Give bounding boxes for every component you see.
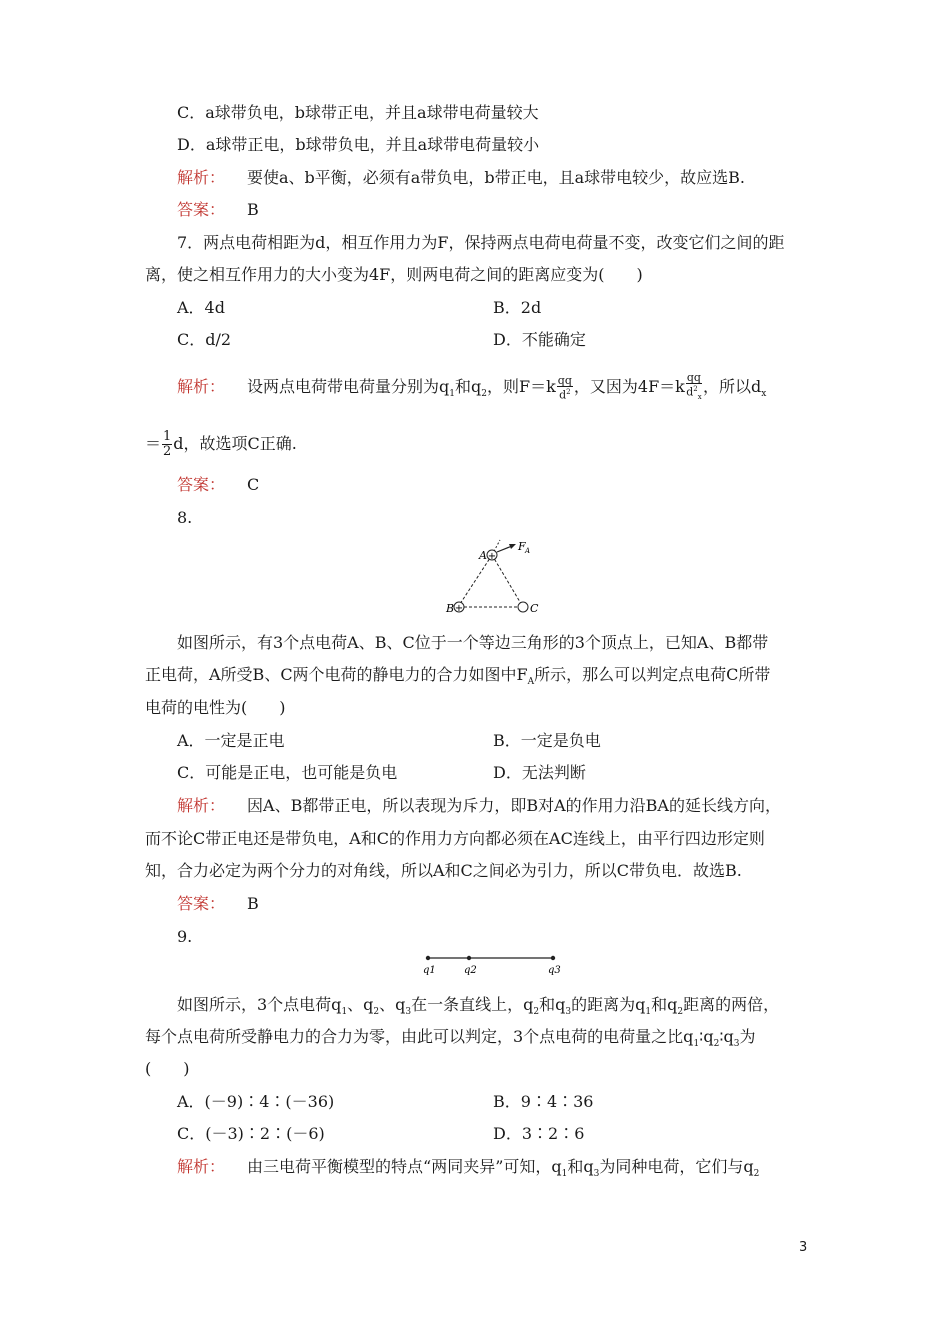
page-number: 3 (799, 1240, 808, 1255)
analysis-label: 解析： (177, 168, 226, 187)
q8-stem-line2: 正电荷，A所受B、C两个电荷的静电力的合力如图中$F_A$所示，那么可以判定点电荷C所带 (145, 665, 771, 687)
q6-answer: 答案： B (177, 200, 259, 219)
charge-q1-dot (426, 956, 430, 960)
label-f-sub: A (525, 547, 531, 555)
answer-label: 答案： (177, 894, 226, 913)
q8-number: 8. (177, 508, 193, 527)
answer-label: 答案： (177, 200, 226, 219)
analysis-label: 解析： (177, 1157, 226, 1176)
q8-option-b: B．一定是负电 (493, 731, 601, 750)
coulomb-fraction-new: $\frac{qq}{d^2_x}$ (686, 371, 702, 401)
q8-option-a: A．一定是正电 (177, 731, 285, 750)
charge-q3-dot (551, 956, 555, 960)
q7-stem-line1: 7．两点电荷相距为d，相互作用力为F，保持两点电荷电荷量不变，改变它们之间的距 (177, 233, 785, 252)
label-q2: q2 (464, 965, 477, 976)
q6-option-d: D．a球带正电，b球带负电，并且a球带电荷量较小 (177, 135, 540, 154)
analysis-label: 解析： (177, 376, 226, 396)
q9-stem-line2: 每个点电荷所受静电力的合力为零，由此可以判定，3个点电荷的电荷量之比$q_1∶q_2∶q_3$为 (145, 1027, 756, 1049)
q7-option-c: C．d/2 (177, 330, 232, 349)
label-b: B (446, 602, 455, 615)
charge-q2-dot (467, 956, 471, 960)
q9-option-a: A．(－9)∶4∶(－36) (177, 1092, 335, 1111)
q8-analysis-line2: 而不论C带正电还是带负电，A和C的作用力方向都必须在AC连线上，由平行四边形定则 (145, 829, 765, 848)
q8-analysis-line3: 知，合力必定为两个分力的对角线，所以A和C之间必为引力，所以C带负电．故选B. (145, 861, 742, 880)
label-c: C (530, 602, 539, 615)
q8-stem-line1: 如图所示，有3个点电荷A、B、C位于一个等边三角形的3个顶点上，已知A、B都带 (177, 633, 769, 652)
q7-option-d: D．不能确定 (493, 330, 586, 349)
q9-option-b: B．9∶4∶36 (493, 1092, 594, 1111)
q6-analysis: 解析： 要使a、b平衡，必须有a带负电，b带正电，且a球带电较少，故应选B. (177, 168, 745, 187)
line-charges-figure (418, 950, 568, 980)
q8-stem-line3: 电荷的电性为( ) (145, 698, 286, 717)
q9-option-d: D．3∶2∶6 (493, 1124, 585, 1143)
plus-sign-a: + (487, 551, 497, 562)
triangle-charges-figure (440, 536, 550, 616)
q8-answer: 答案： B (177, 894, 259, 913)
q9-stem-line3: ( ) (145, 1059, 190, 1078)
q9-number: 9. (177, 927, 193, 946)
analysis-label: 解析： (177, 796, 226, 815)
q7-stem-line2: 离，使之相互作用力的大小变为4F，则两电荷之间的距离应变为( ) (145, 265, 643, 284)
coulomb-fraction-original: $\frac{qq}{d^2}$ (557, 373, 572, 402)
q7-option-b: B．2d (493, 298, 542, 317)
charge-c (518, 602, 528, 612)
label-q1: q1 (423, 965, 436, 976)
q9-analysis-line1: 解析： 由三电荷平衡模型的特点“两同夹异”可知，$q_1$和$q_3$为同种电荷，它们与$q_2$ (177, 1157, 760, 1179)
half-fraction: $\frac{1}{2}$ (163, 429, 172, 459)
force-arrowhead (509, 544, 516, 549)
q7-analysis-line2: ＝ $\frac{1}{2}$ d，故选项C正确. (145, 429, 297, 459)
q6-option-c: C．a球带负电，b球带正电，并且a球带电荷量较大 (177, 103, 539, 122)
side-ab (458, 555, 492, 607)
q7-option-a: A．4d (177, 298, 225, 317)
q7-analysis-line1: 解析： 设两点电荷带电荷量分别为$q_1$和$q_2$，则F＝k $\frac{qq}{d^2}$ ，又因为4F＝k $\frac{qq}{d^2_x}$ ，所以$d_x$ (177, 371, 767, 402)
label-f: F (518, 540, 526, 553)
force-arrow (497, 546, 512, 552)
q8-option-d: D．无法判断 (493, 763, 586, 782)
q7-answer: 答案： C (177, 475, 260, 494)
side-ac (492, 555, 523, 607)
answer-label: 答案： (177, 475, 226, 494)
q9-option-c: C．(－3)∶2∶(－6) (177, 1124, 325, 1143)
q8-analysis-line1: 解析： 因A、B都带正电，所以表现为斥力，即B对A的作用力沿BA的延长线方向， (177, 796, 781, 815)
q9-stem-line1: 如图所示，3个点电荷$q_1$、$q_2$、$q_3$在一条直线上，$q_2$和$q_3$的距离为$q_1$和$q_2$距离的两倍， (177, 995, 780, 1017)
label-q3: q3 (548, 965, 561, 976)
plus-sign-b: + (454, 603, 464, 614)
label-a: A (479, 549, 487, 562)
q8-option-c: C．可能是正电，也可能是负电 (177, 763, 398, 782)
